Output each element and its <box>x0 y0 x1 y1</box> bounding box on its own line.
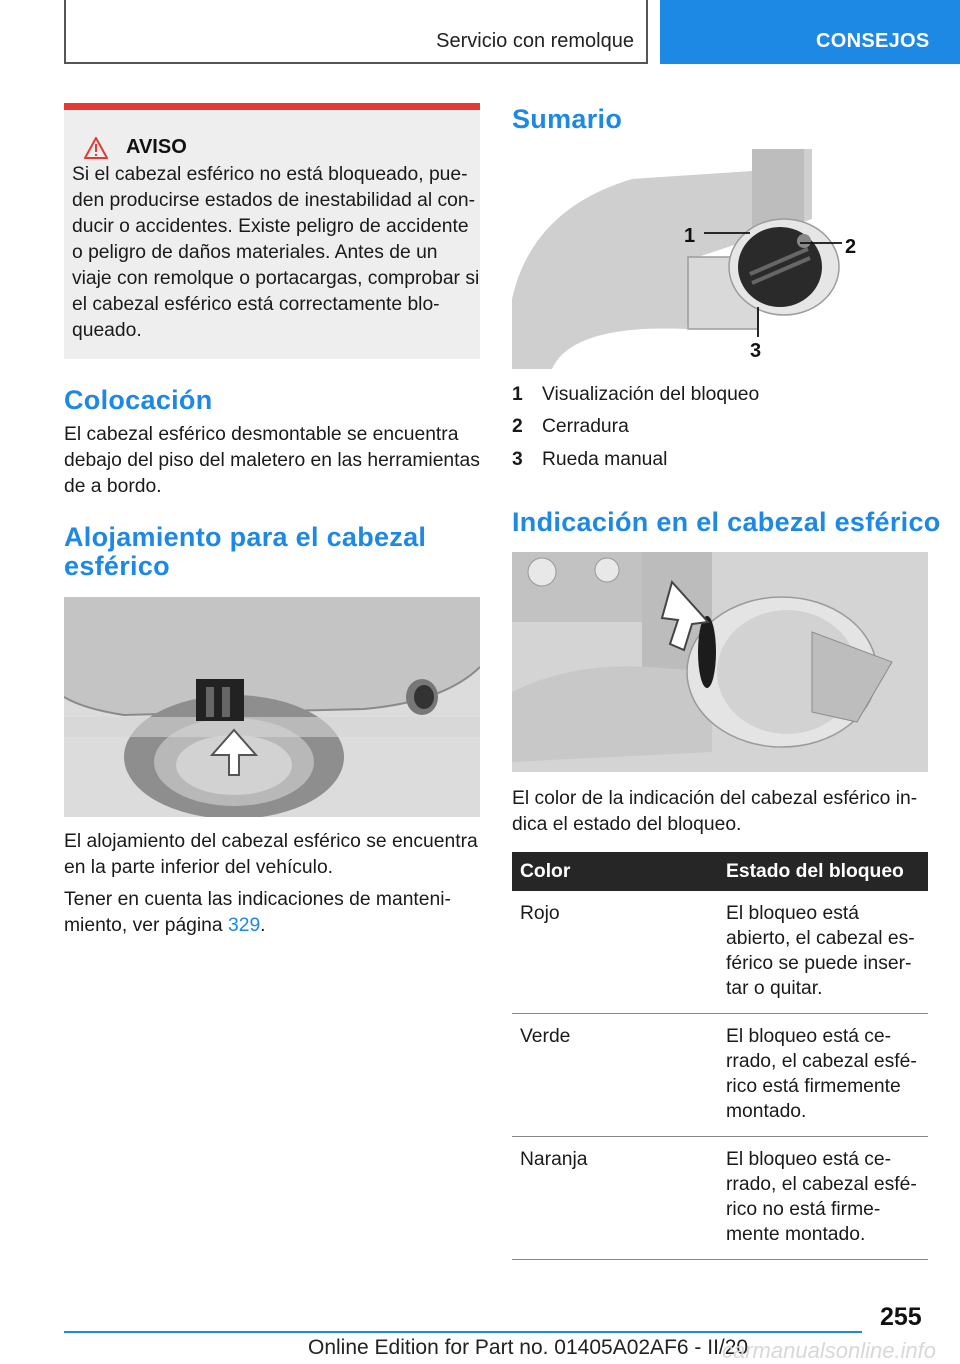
watermark: carmanualsonline.info <box>722 1338 937 1363</box>
legend-number: 1 <box>512 384 523 405</box>
warning-text <box>72 162 480 344</box>
heading-alojamiento <box>64 523 426 581</box>
warning-line: Si el cabezal esférico no está bloqueado, pue‐ <box>72 164 468 185</box>
table-row <box>512 891 928 1014</box>
text-line: El alojamiento del cabezal esférico se encuentra <box>64 831 478 852</box>
alojamiento-p2 <box>64 887 451 939</box>
image-lock-indicator <box>512 552 928 772</box>
colocacion-text <box>64 422 480 500</box>
edition-text: Online Edition for Part no. 01405A02AF6 - II/20 <box>308 1336 749 1359</box>
cell-line: rrado, el cabezal esfé‐ <box>726 1174 917 1195</box>
cell-color: Naranja <box>512 1137 718 1260</box>
cell-line: El bloqueo está ce‐ <box>726 1026 892 1047</box>
cell-line: rico está firmemente <box>726 1076 901 1097</box>
column-header-estado: Estado del bloqueo <box>718 852 928 891</box>
table-row <box>512 1014 928 1137</box>
cell-estado <box>718 1137 928 1260</box>
legend-label: Cerradura <box>542 416 629 437</box>
warning-line: ducir o accidentes. Existe peligro de accidente <box>72 216 469 237</box>
cell-line: tar o quitar. <box>726 978 823 999</box>
cell-line: mente montado. <box>726 1224 866 1245</box>
table-row <box>512 1137 928 1260</box>
indicacion-text <box>512 786 917 838</box>
text-line: dica el estado del bloqueo. <box>512 814 742 835</box>
heading-sumario: Sumario <box>512 104 623 134</box>
chapter-tab[interactable] <box>660 0 960 64</box>
page-link-329[interactable]: 329 <box>228 915 261 936</box>
cell-line: rico no está firme‐ <box>726 1199 881 1220</box>
hitch-receiver-illustration <box>64 597 480 817</box>
column-header-color: Color <box>512 852 718 891</box>
heading-indicacion: Indicación en el cabezal esférico <box>512 507 941 537</box>
text-fragment: . <box>260 915 266 936</box>
text-line: de a bordo. <box>64 476 162 497</box>
cell-estado <box>718 1014 928 1137</box>
callout-3: 3 <box>750 340 762 362</box>
heading-line: esférico <box>64 551 170 581</box>
warning-box <box>64 103 480 359</box>
table-header-row <box>512 852 928 891</box>
text-line: Tener en cuenta las indicaciones de manteni‐ <box>64 889 451 910</box>
text-line <box>64 913 451 939</box>
alojamiento-p1 <box>64 829 478 881</box>
text-fragment: miento, ver página <box>64 915 228 936</box>
lock-status-table <box>512 852 928 1260</box>
text-line: El color de la indicación del cabezal esférico in‐ <box>512 788 918 809</box>
legend-number: 2 <box>512 416 523 437</box>
ball-head-illustration <box>512 149 928 369</box>
heading-colocacion: Colocación <box>64 385 213 415</box>
text-line: en la parte inferior del vehículo. <box>64 857 334 878</box>
text-line: debajo del piso del maletero en las herramientas <box>64 450 480 471</box>
warning-line: viaje con remolque o portacargas, comprobar si <box>72 268 480 289</box>
footer-divider <box>64 1331 862 1333</box>
cell-line: abierto, el cabezal es‐ <box>726 928 915 949</box>
cell-line: rrado, el cabezal esfé‐ <box>726 1051 917 1072</box>
warning-line: queado. <box>72 320 142 341</box>
lock-indicator-illustration <box>512 552 928 772</box>
warning-triangle-icon <box>84 137 108 159</box>
cell-line: El bloqueo está ce‐ <box>726 1149 892 1170</box>
header-box <box>64 0 648 64</box>
image-ball-head-overview <box>512 149 928 369</box>
cell-line: férico se puede inser‐ <box>726 953 912 974</box>
warning-header <box>84 136 187 159</box>
callout-2: 2 <box>845 236 857 258</box>
warning-title: AVISO <box>126 136 187 158</box>
section-title: Servicio con remolque <box>436 30 634 52</box>
cell-color: Verde <box>512 1014 718 1137</box>
cell-estado <box>718 891 928 1014</box>
chapter-tab-label: CONSEJOS <box>816 30 930 52</box>
warning-line: den producirse estados de inestabilidad al con‐ <box>72 190 476 211</box>
warning-line: el cabezal esférico está correctamente blo‐ <box>72 294 440 315</box>
cell-line: El bloqueo está <box>726 903 859 924</box>
page-number: 255 <box>880 1303 922 1331</box>
text-line: El cabezal esférico desmontable se encuentra <box>64 424 459 445</box>
legend-label: Rueda manual <box>542 449 668 470</box>
heading-line: Alojamiento para el cabezal <box>64 522 427 552</box>
cell-line: montado. <box>726 1101 807 1122</box>
cell-color: Rojo <box>512 891 718 1014</box>
callout-1: 1 <box>684 225 696 247</box>
warning-line: o peligro de daños materiales. Antes de un <box>72 242 438 263</box>
image-hitch-receiver <box>64 597 480 817</box>
legend-label: Visualización del bloqueo <box>542 384 760 405</box>
legend-number: 3 <box>512 449 523 470</box>
